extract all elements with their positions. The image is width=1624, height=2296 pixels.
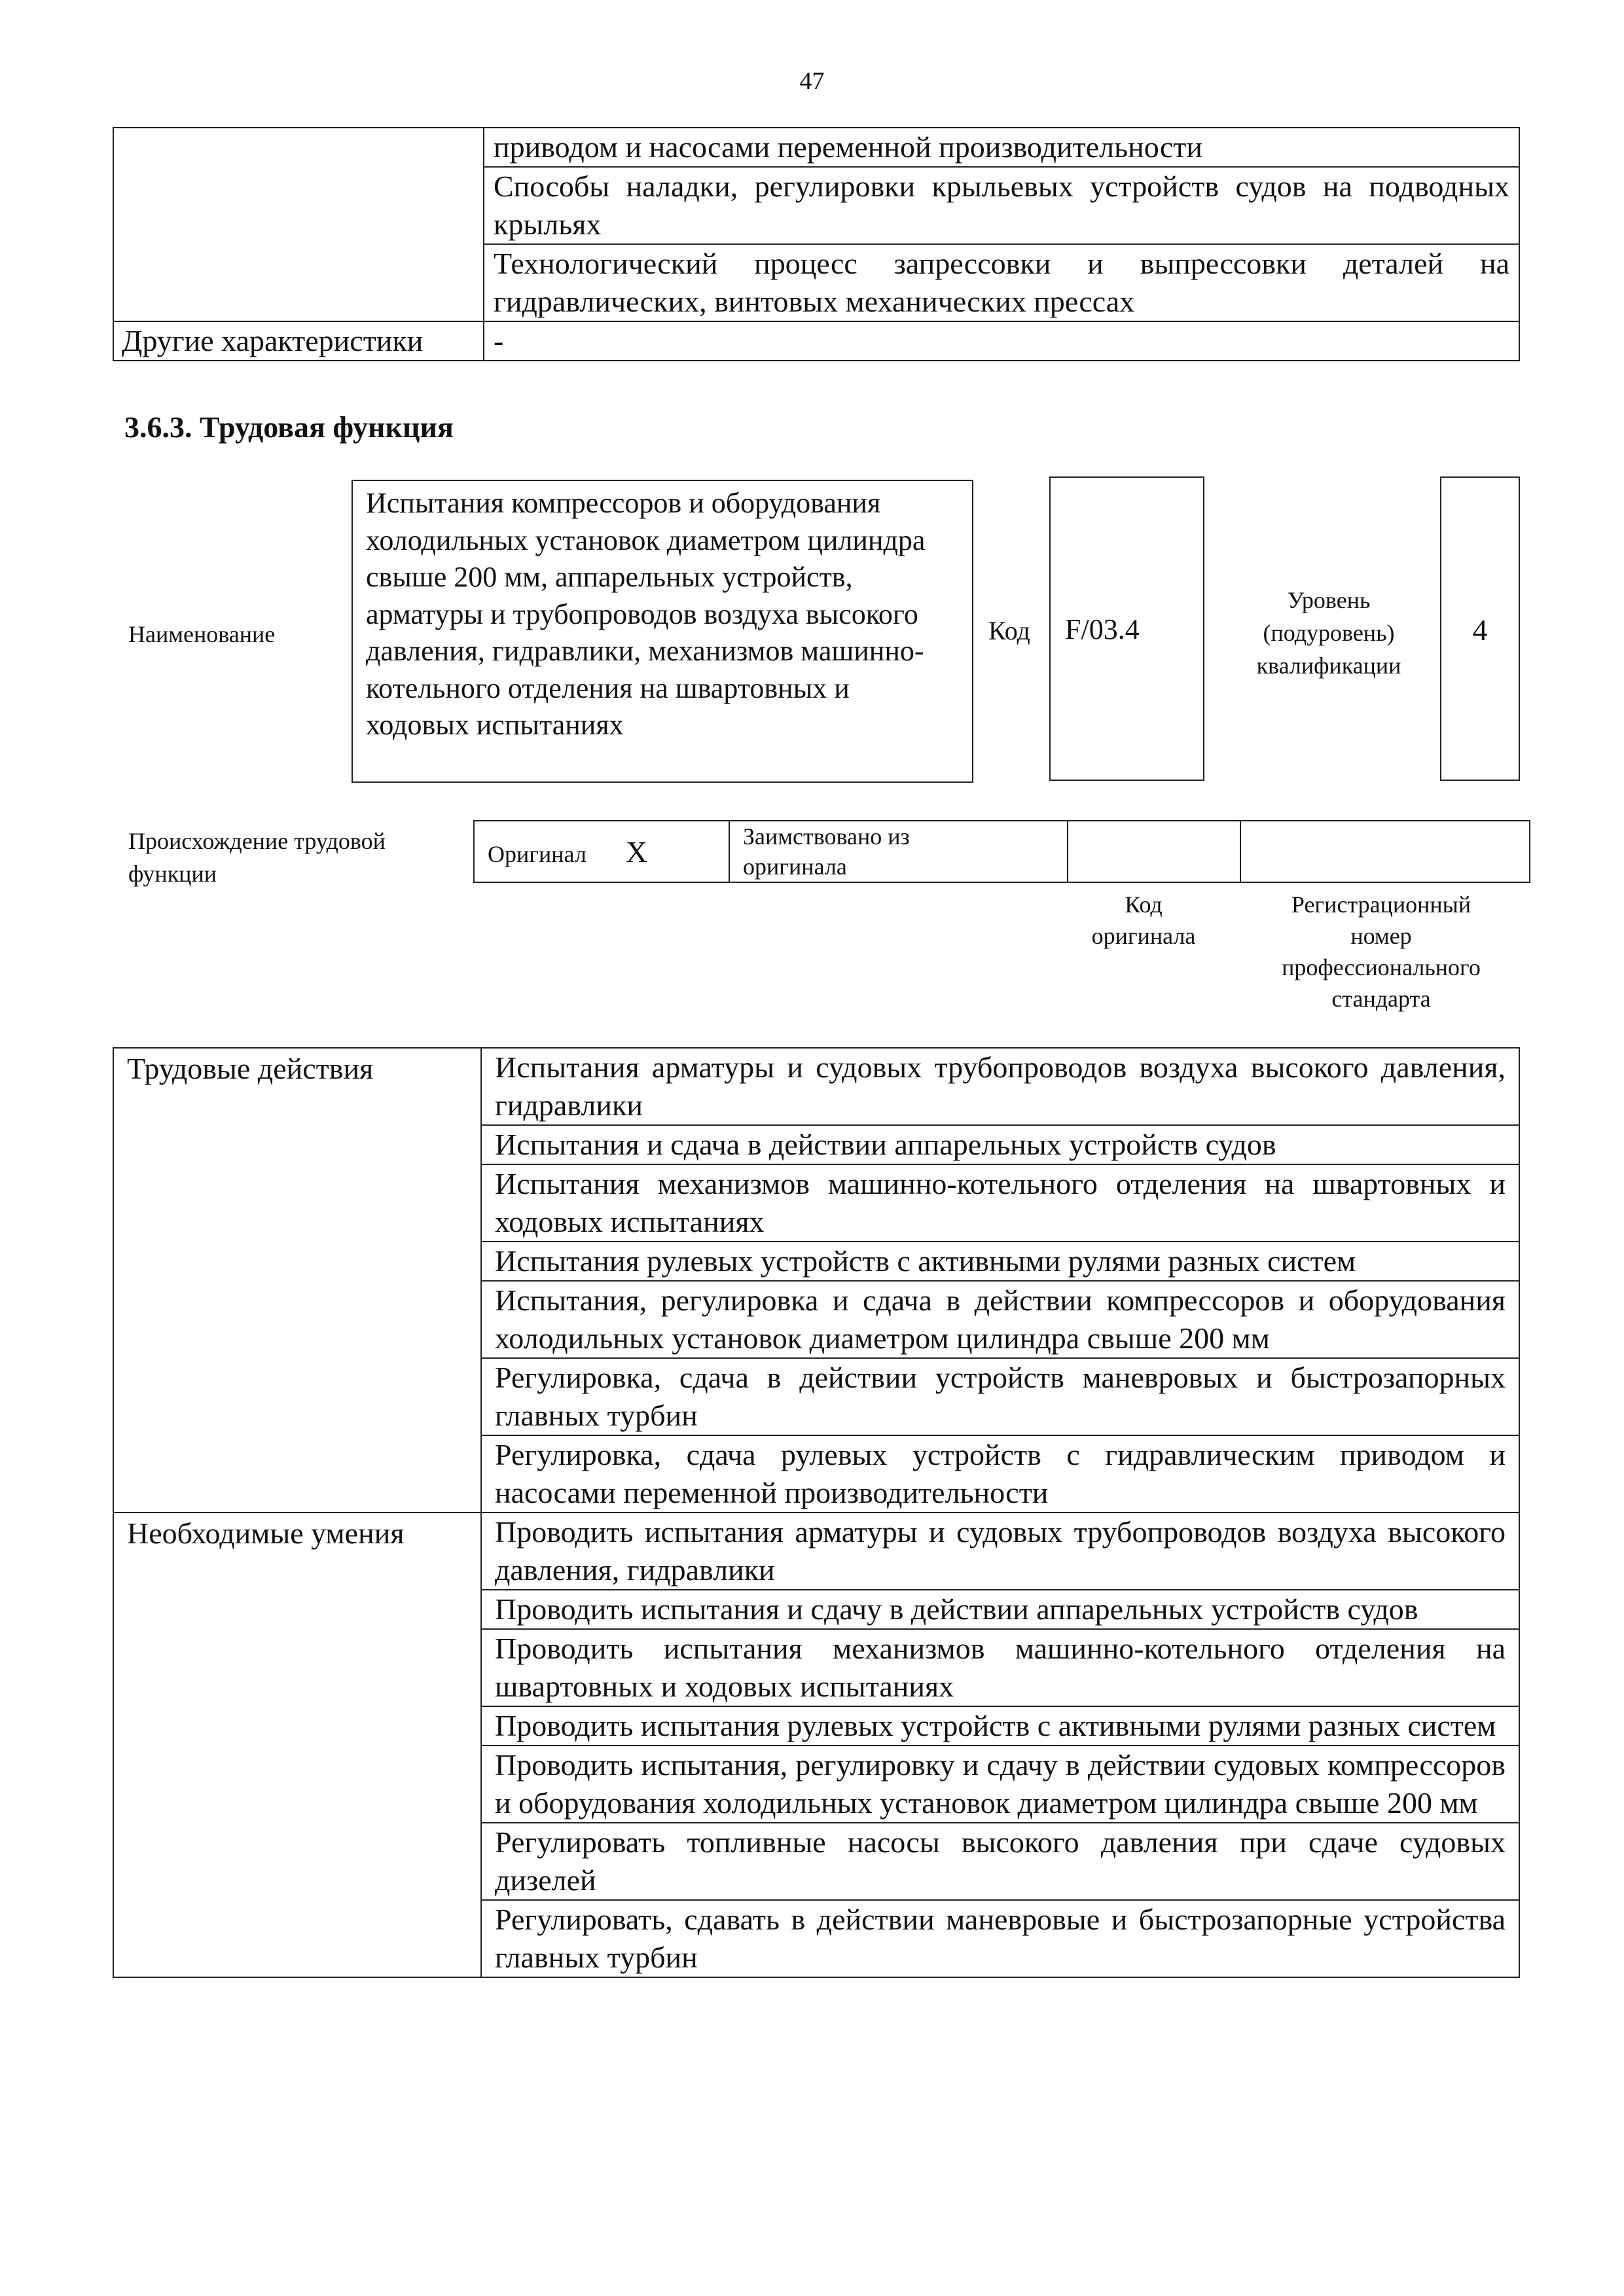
original-cell: [474, 821, 729, 882]
caption-line: Код: [1125, 891, 1163, 918]
skill-item: Регулировать, сдавать в действии маневровые и быстрозапорные устройства главных турбин: [481, 1900, 1519, 1977]
borrowed-label-line: оригинала: [743, 853, 847, 880]
skill-item: Проводить испытания механизмов машинно-котельного отделения на швартовных и ходовых испытаниях: [481, 1629, 1519, 1706]
function-code-box: [1049, 476, 1204, 781]
other-characteristics-value: -: [484, 321, 1519, 361]
original-mark: X: [625, 834, 648, 869]
caption-line: стандарта: [1331, 986, 1431, 1012]
origin-table: [473, 820, 1530, 883]
page-number: 47: [799, 67, 825, 95]
skill-item: Проводить испытания арматуры и судовых трубопроводов воздуха высокого давления, гидравлики: [481, 1513, 1519, 1590]
qualification-level-box: [1440, 476, 1520, 781]
labor-action-item: Испытания и сдача в действии аппарельных устройств судов: [481, 1125, 1519, 1164]
level-label-line: (подуровень): [1263, 620, 1395, 646]
borrowed-label-line: Заимствовано из: [743, 823, 910, 850]
labor-action-item: Испытания рулевых устройств с активными рулями разных систем: [481, 1242, 1519, 1281]
qualification-level-value: 4: [1472, 613, 1488, 647]
skill-item: Проводить испытания и сдачу в действии аппарельных устройств судов: [481, 1590, 1519, 1629]
knowledge-item: Технологический процесс запрессовки и выпрессовки деталей на гидравлических, винтовых механических прессах: [484, 244, 1519, 321]
name-label: Наименование: [128, 621, 276, 647]
function-name-box: Испытания компрессоров и оборудования холодильных установок диаметром цилиндра свыше 200 мм, аппарельных устройств, арматуры и трубопроводов воздуха высокого давления, гидравлики, механизмов машинно-котельного отделения на швартовных и ходовых испытаниях: [352, 480, 973, 783]
borrowed-cell: [729, 821, 1068, 882]
knowledge-item: Способы наладки, регулировки крыльевых устройств судов на подводных крыльях: [484, 167, 1519, 244]
skill-item: Проводить испытания рулевых устройств с активными рулями разных систем: [481, 1706, 1519, 1746]
knowledge-continuation-table: [113, 127, 1520, 361]
labor-action-item: Испытания, регулировка и сдача в действии компрессоров и оборудования холодильных установок диаметром цилиндра свыше 200 мм: [481, 1281, 1519, 1358]
original-label: Оригинал: [488, 840, 586, 867]
caption-line: профессионального: [1282, 954, 1481, 980]
section-heading: 3.6.3. Трудовая функция: [124, 410, 454, 444]
origin-label-line: функции: [128, 861, 217, 887]
caption-line: Регистрационный: [1291, 891, 1471, 918]
level-label-line: Уровень: [1287, 587, 1371, 613]
origin-label: [128, 825, 386, 890]
qualification-level-label: [1224, 584, 1434, 682]
labor-action-item: Регулировка, сдача в действии устройств маневровых и быстрозапорных главных турбин: [481, 1358, 1519, 1435]
labor-function-table: [113, 1047, 1520, 1978]
knowledge-item: приводом и насосами переменной производительности: [484, 128, 1519, 167]
labor-actions-label: Трудовые действия: [113, 1048, 481, 1513]
other-characteristics-label: Другие характеристики: [113, 321, 484, 361]
original-code-caption: [1065, 889, 1222, 952]
original-code-cell: [1068, 821, 1240, 882]
skills-label: Необходимые умения: [113, 1513, 481, 1977]
level-label-line: квалификации: [1256, 653, 1401, 679]
registration-number-caption: [1234, 889, 1528, 1014]
registration-number-cell: [1240, 821, 1530, 882]
origin-label-line: Происхождение трудовой: [128, 828, 386, 854]
caption-line: оригинала: [1091, 923, 1196, 949]
skill-item: Регулировать топливные насосы высокого давления при сдаче судовых дизелей: [481, 1823, 1519, 1900]
function-code-value: F/03.4: [1065, 613, 1140, 645]
labor-action-item: Испытания арматуры и судовых трубопроводов воздуха высокого давления, гидравлики: [481, 1048, 1519, 1125]
labor-action-item: Испытания механизмов машинно-котельного отделения на швартовных и ходовых испытаниях: [481, 1164, 1519, 1242]
empty-label-cell: [113, 128, 484, 321]
caption-line: номер: [1350, 923, 1412, 949]
labor-action-item: Регулировка, сдача рулевых устройств с гидравлическим приводом и насосами переменной производительности: [481, 1435, 1519, 1513]
code-label: Код: [988, 616, 1030, 645]
skill-item: Проводить испытания, регулировку и сдачу в действии судовых компрессоров и оборудования холодильных установок диаметром цилиндра свыше 200 мм: [481, 1746, 1519, 1823]
